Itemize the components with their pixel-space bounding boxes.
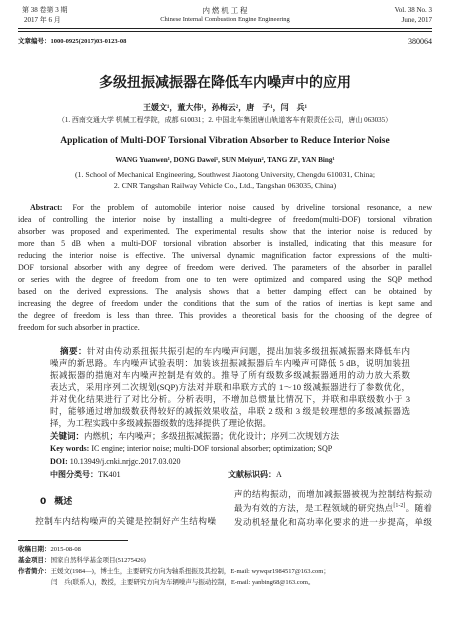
header-rule-thin: [18, 31, 432, 32]
keywords-en: [50, 444, 332, 454]
abstract-en-line: idea of controlling the interior noise by installing a multi-degree of freedom(multi-DOF) torsional vibration: [18, 215, 432, 224]
section-number: 0: [40, 497, 47, 507]
abstract-en-line: absorber was proposed and experimented. The experimental results show that the interior noise is reduced by: [18, 227, 432, 236]
citation: [1-2]: [393, 503, 406, 510]
abstract-en-line: the degree of freedom is less than three. This provides a theoretical basis for the choosing of the degree of: [18, 311, 432, 320]
abstract-en-line: or series with the degree of freedom from one to ten were optimized and compared using the SQP method: [18, 275, 432, 284]
body-right-text: 。随着: [405, 503, 432, 513]
abstract-en-label: Abstract:: [30, 203, 63, 212]
body-right-line: 发动机轻量化和高功率化要求的进一步提高，单级: [234, 517, 432, 527]
body-right-line: 声的结构振动，而增加减振器被视为控制结构振动: [234, 489, 432, 499]
abstract-cn-line: 噪声的新思路。车内噪声试验表明：加装该扭振减振器后车内噪声可降低 5 dB，说明加装扭: [50, 358, 410, 368]
journal-volume-issue-en: Vol. 38 No. 3: [394, 6, 432, 14]
page-title: 多级扭振减振器在降低车内噪声中的应用: [99, 75, 351, 91]
header-rule-thick: [18, 28, 432, 29]
article-number-value: 1000-0925(2017)03-0123-08: [50, 38, 127, 45]
body-right-text: 最为有效的方法，是工程领域的研究热点: [234, 503, 394, 513]
keywords-cn-label: 关键词：: [50, 432, 85, 442]
abstract-en-line: freedom for such absorber in practice.: [18, 323, 140, 332]
journal-date-cn: 2017 年 6 月: [24, 16, 61, 24]
footnote-fund-text: 国家自然科学基金项目(51275426): [50, 557, 146, 564]
journal-name-en: Chinese Internal Combustion Engine Engineering: [160, 16, 290, 23]
article-number-label: 文章编号：: [18, 38, 51, 45]
abstract-cn-line: [60, 346, 410, 357]
journal-date-en: June, 2017: [401, 16, 432, 24]
clc-number-text: TK401: [98, 470, 121, 479]
section-heading: [40, 497, 72, 508]
abstract-cn-line: 振减振器的措施对车内噪声控制是有效的。推导了所有级数多级减振器通用的动力放大系数: [50, 370, 410, 380]
abstract-cn-line: 并对优化结果进行了对比分析。分析表明，不增加总惯量比情况下，并联和串联级数小于 3: [50, 394, 410, 404]
title-en: Application of Multi-DOF Torsional Vibration Absorber to Reduce Interior Noise: [60, 136, 390, 146]
clc-number-label: 中图分类号：: [50, 470, 98, 479]
footnote-author-bio-label: 作者简介：: [18, 567, 51, 575]
abstract-cn-line: 择，为工程实践中多级减振器级数的选择提供了理论依据。: [50, 418, 272, 428]
keywords-en-text: IC engine; interior noise; multi-DOF torsional absorber; optimization; SQP: [91, 444, 333, 453]
footnote-received-text: 2015-08-08: [50, 546, 81, 553]
abstract-cn-label: 摘要：: [60, 347, 87, 357]
footnote-fund: [18, 557, 146, 565]
footnote-fund-label: 基金项目：: [18, 556, 51, 564]
abstract-en-line: based on the derived expressions. The analysis shows that a better damping effect can be obtained by: [18, 287, 432, 296]
affiliation-en-line: (1. School of Mechanical Engineering, Southwest Jiaotong University, Chengdu 610031, China;: [74, 170, 376, 179]
abstract-cn-line: 表达式，采用序列二次规划(SQP)方法对并联和串联方式的 1～10 级减振器进行了参数优化，: [50, 382, 410, 392]
doi-text: 10.13949/j.cnki.nrjgc.2017.03.020: [69, 457, 181, 466]
affiliation-cn: （1. 西南交通大学 机械工程学院，成都 610031；2. 中国北车集团唐山轨道客车有限责任公司，唐山 063035）: [57, 116, 393, 124]
document-code-text: A: [276, 470, 282, 479]
authors-cn: 王媛文¹，董大伟¹，孙梅云²，唐 子¹，闫 兵¹: [143, 103, 307, 112]
section-title: 概述: [54, 497, 73, 507]
footnote-author-bio: [18, 568, 330, 576]
footnote-author-bio-line: 闫 兵(联系人)，教授，主要研究方向为车辆噪声与振动控制，E-mail: yanbing68@163.com。: [51, 579, 315, 586]
abstract-en-text: For the problem of automobile interior noise caused by driveline torsional resonance, a new: [72, 203, 432, 212]
doi: [50, 457, 180, 467]
clc-number: [50, 470, 121, 480]
abstract-cn-line: 时，能够通过增加级数获得较好的减振效果收益，串联 2 级和 3 级是较理想的多级减振器选: [50, 406, 410, 416]
keywords-en-label: Key words:: [50, 444, 90, 453]
keywords-cn-text: 内燃机；车内噪声；多级扭振减振器；优化设计；序列二次规划方法: [84, 431, 340, 441]
abstract-en-line: [30, 203, 432, 213]
abstract-en-line: increasing the degree of freedom under the conditions that the sum of the ratios of inertias is kept same and: [18, 299, 432, 308]
doi-label: DOI:: [50, 457, 68, 466]
abstract-en-line: reducing the interior noise is effective. The universal dynamic magnification factor expressions of the multi-: [18, 251, 432, 260]
abstract-cn-text: 针对由传动系扭振共振引起的车内噪声问题，提出加装多级扭振减振器来降低车内: [86, 346, 410, 356]
affiliation-en-line: 2. CNR Tangshan Railway Vehicle Co., Ltd., Tangshan 063035, China): [113, 181, 337, 190]
document-code-label: 文献标识码：: [228, 470, 276, 479]
corner-code: 380064: [408, 37, 432, 46]
keywords-cn: [50, 431, 339, 442]
footnote-rule: [18, 540, 128, 541]
journal-volume-issue-cn: 第 38 卷第 3 期: [22, 6, 68, 14]
document-code: [228, 470, 282, 480]
journal-name-cn: 内 燃 机 工 程: [202, 6, 248, 15]
abstract-en-line: DOF torsional absorber with any degree of freedom were derived. The parameters of the absorber in parallel: [18, 263, 432, 272]
body-left-line: 控制车内结构噪声的关键是控制好产生结构噪: [35, 516, 216, 526]
body-right-line: [234, 503, 432, 513]
footnote-received-label: 收稿日期：: [18, 545, 51, 553]
abstract-en-line: more than 5 dB when a multi-DOF torsional vibration absorber is installed, indicating that this measure for: [18, 239, 432, 248]
footnote-author-bio-text: 王媛文(1984—)，博士生，主要研究方向为轴系扭振及其控制，E-mail: wywqsr1984517@163.com；: [50, 568, 330, 575]
article-number: [18, 38, 126, 46]
footnote-received: [18, 546, 81, 554]
authors-en: WANG Yuanwen¹, DONG Dawei¹, SUN Meiyun², TANG Zi¹, YAN Bing¹: [115, 156, 335, 164]
